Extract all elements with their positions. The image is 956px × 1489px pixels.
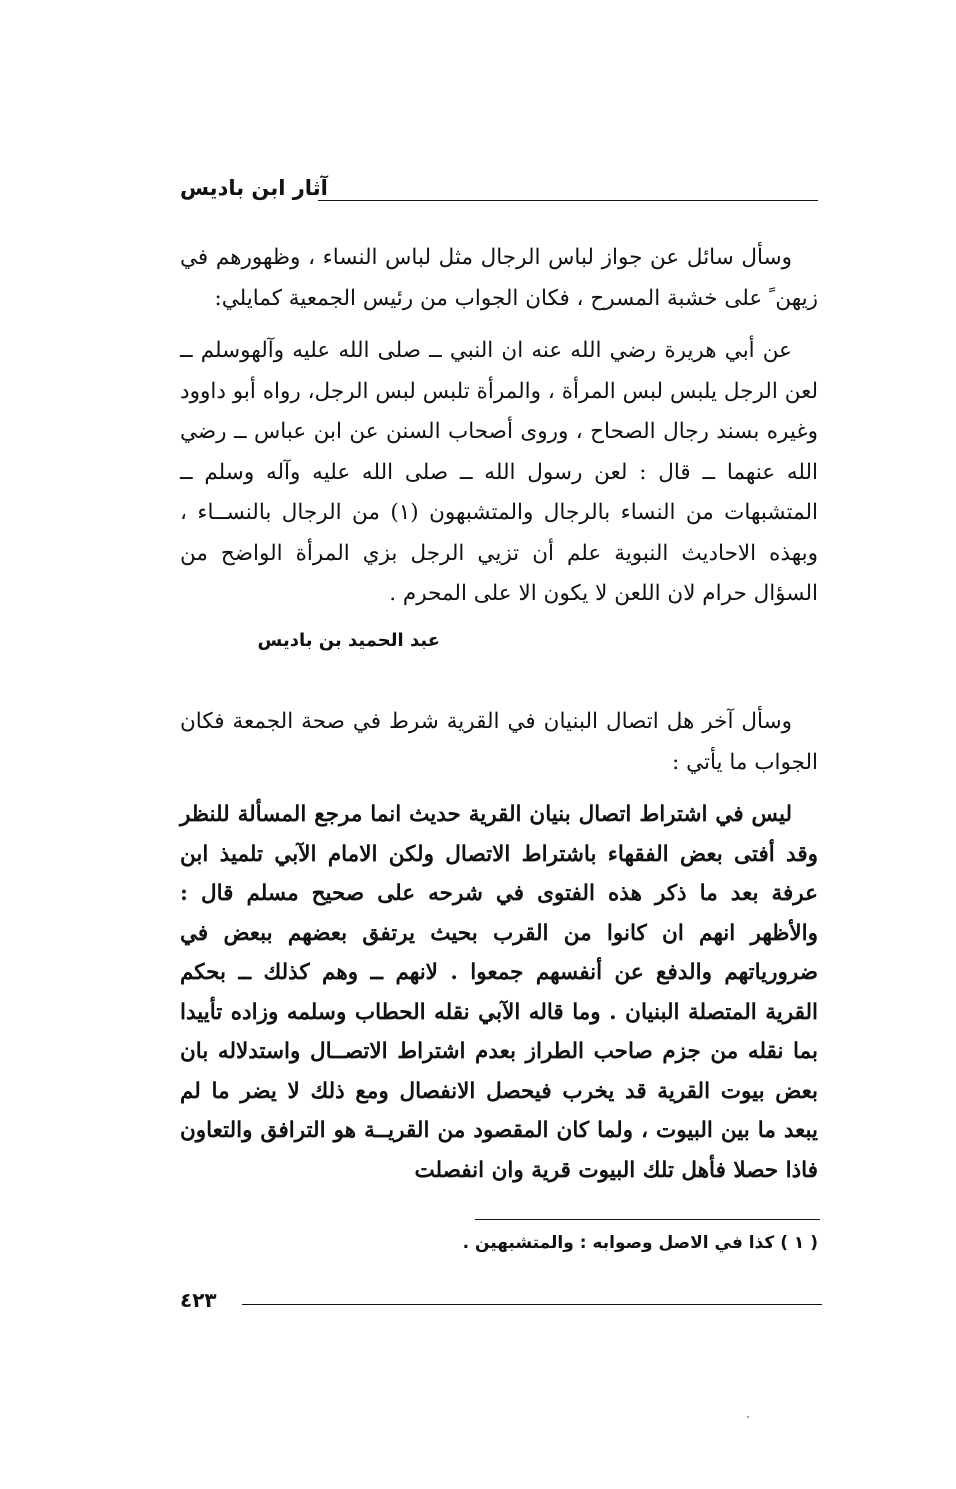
question-2 (180, 702, 818, 783)
header-rule (318, 200, 818, 201)
answer-2-text: ليس في اشتراط اتصال بنيان القرية حديث انما مرجع المسألة للنظر وقد أفتى بعض الفقهاء باشتراط الاتصال ولكن الامام الآبي تلميذ ابن عرفة بعد ما ذكر هذه الفتوى في شرحه على صحيح مسلم قال : والأظهر انهم ان كانوا من القرب بحيث يرتفق بعضهم ببعض في ضرورياتهم والدفع عن أنفسهم جمعوا . لانهم ــ وهم كذلك ــ بحكم القرية المتصلة البنيان . وما قاله الآبي نقله الحطاب وسلمه وزاده تأييدا بما نقله من جزم صاحب الطراز بعدم اشتراط الاتصــال واستدلاله بان بعض بيوت القرية قد يخرب فيحصل الانفصال ومع ذلك لا يضر ما لم يبعد ما بين البيوت ، ولما كان المقصود من القريــة هو الترافق والتعاون فاذا حصلا فأهل تلك البيوت قرية وان انفصلت (180, 802, 818, 1183)
answer-2 (180, 795, 818, 1190)
question-1 (180, 238, 818, 319)
signature: عبد الحميد بن باديس (257, 630, 440, 651)
page-footer (180, 1288, 822, 1318)
footer-rule (242, 1304, 822, 1305)
running-title: آثار ابن باديس (180, 176, 328, 200)
paper-speck (747, 1416, 749, 1418)
footnote: ( ١ ) كذا في الاصل وصوابه : والمتشبهين . (462, 1233, 818, 1253)
page-number: ٤٢٣ (180, 1288, 217, 1312)
footnote-rule (475, 1219, 820, 1220)
answer-1 (180, 331, 818, 615)
question-1-text: وسأل سائل عن جواز لباس الرجال مثل لباس النساء ، وظهورهم في زيهن ً على خشبة المسرح ، فكان الجواب من رئيس الجمعية كمايلي: (180, 245, 818, 311)
answer-1-text: عن أبي هريرة رضي الله عنه ان النبي ــ صلى الله عليه وآلهوسلم ــ لعن الرجل يلبس لبس المرأة ، والمرأة تلبس لبس الرجل، رواه أبو داوود وغيره بسند رجال الصحاح ، وروى أصحاب السنن عن ابن عباس ــ رضي الله عنهما ــ قال : لعن رسول الله ــ صلى الله عليه وآله وسلم ــ المتشبهات من النساء بالرجال والمتشبهون (١) من الرجال بالنســاء ، وبهذه الاحاديث النبوية علم أن تزيي الرجل بزي المرأة الواضح من السؤال حرام لان اللعن لا يكون الا على المحرم . (180, 338, 818, 606)
question-2-text: وسأل آخر هل اتصال البنيان في القرية شرط في صحة الجمعة فكان الجواب ما يأتي : (180, 709, 818, 775)
running-header (180, 178, 818, 212)
